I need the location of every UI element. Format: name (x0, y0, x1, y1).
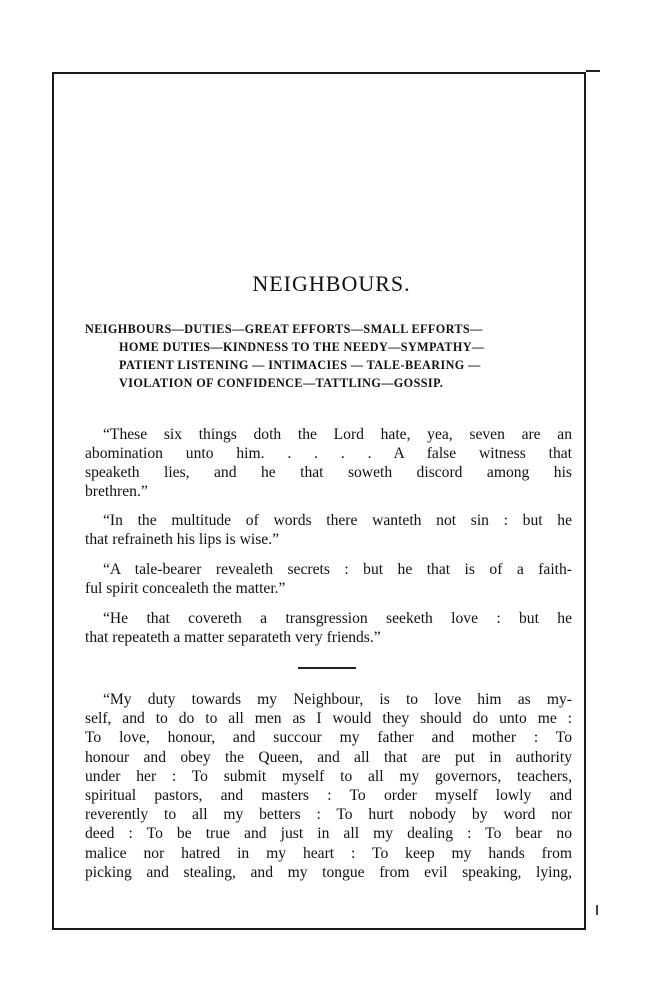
paragraph-line: spiritual pastors, and masters : To order myself lowly and (85, 787, 572, 805)
paragraph-line: under her : To submit myself to all my governors, teachers, (85, 767, 572, 785)
summary-line: HOME DUTIES—KINDNESS TO THE NEEDY—SYMPATHY— (119, 340, 485, 354)
duty-paragraph (85, 690, 572, 882)
scripture-verse (85, 511, 572, 549)
chapter-summary (85, 320, 570, 392)
verse-line: that repeateth a matter separateth very friends.” (85, 629, 381, 646)
summary-line: VIOLATION OF CONFIDENCE—TATTLING—GOSSIP. (119, 376, 444, 390)
summary-line: NEIGHBOURS—DUTIES—GREAT EFFORTS—SMALL EFFORTS— (85, 322, 483, 336)
border-mark (586, 70, 600, 72)
verse-line: speaketh lies, and he that soweth discord among his (85, 464, 572, 481)
paragraph-line: “My duty towards my Neighbour, is to love him as my- (103, 691, 572, 708)
border-mark (596, 905, 598, 915)
scripture-verse (85, 560, 572, 598)
verse-line: “These six things doth the Lord hate, yea, seven are an (103, 426, 572, 443)
verse-line: abomination unto him. . . . . A false witness that (85, 445, 572, 462)
verse-line: “A tale-bearer revealeth secrets : but he that is of a faith- (103, 561, 572, 578)
verse-line: “He that covereth a transgression seeketh love : but he (103, 610, 572, 627)
verse-line: that refraineth his lips is wise.” (85, 531, 280, 548)
paragraph-line: honour and obey the Queen, and all that are put in authority (85, 748, 572, 766)
verse-line: ful spirit concealeth the matter.” (85, 580, 286, 597)
paragraph-line: deed : To be true and just in all my dealing : To bear no (85, 825, 572, 843)
verse-line: brethren.” (85, 483, 148, 500)
scripture-verse (85, 609, 572, 647)
scripture-verse (85, 425, 572, 501)
section-divider (298, 667, 356, 669)
paragraph-line: To love, honour, and succour my father and mother : To (85, 729, 572, 747)
verse-line: “In the multitude of words there wanteth not sin : but he (103, 512, 572, 529)
paragraph-line: reverently to all my betters : To hurt nobody by word nor (85, 806, 572, 824)
paragraph-line: self, and to do to all men as I would they should do unto me : (85, 710, 572, 728)
summary-line: PATIENT LISTENING — INTIMACIES — TALE-BEARING — (119, 358, 481, 372)
chapter-title: NEIGHBOURS. (252, 270, 411, 296)
paragraph-line: picking and stealing, and my tongue from evil speaking, lying, (85, 863, 572, 881)
paragraph-line: malice nor hatred in my heart : To keep my hands from (85, 844, 572, 862)
